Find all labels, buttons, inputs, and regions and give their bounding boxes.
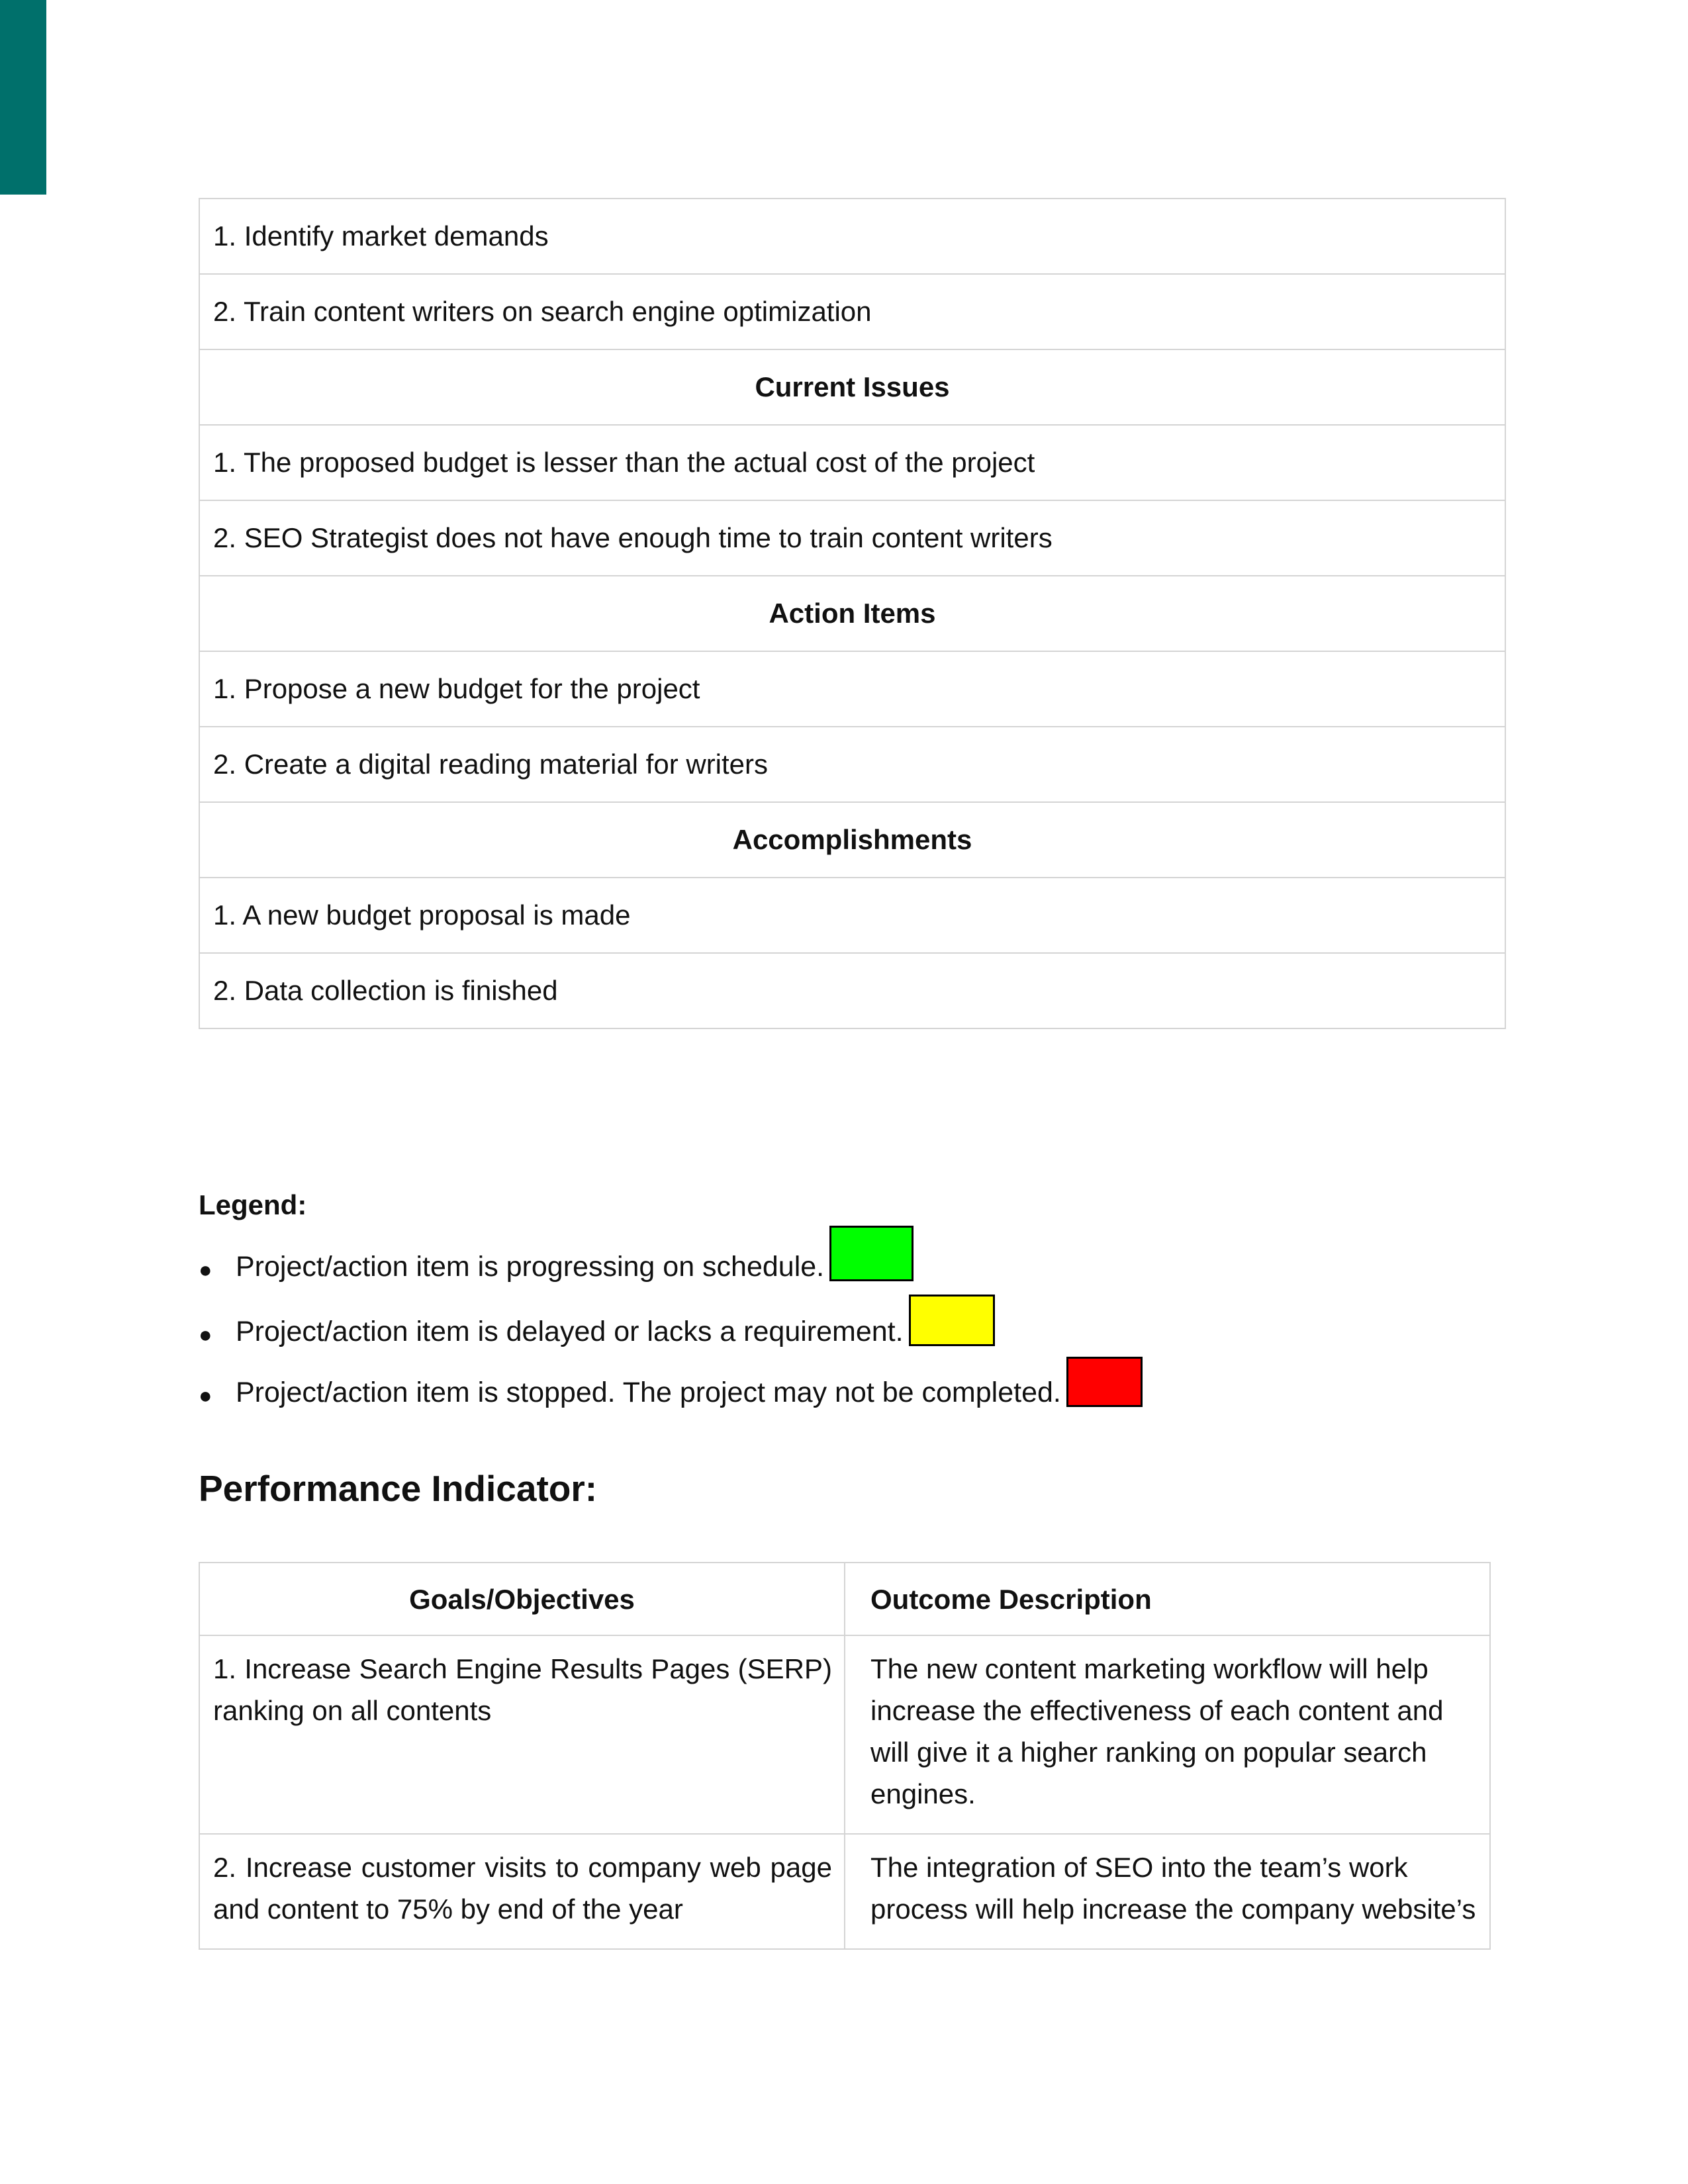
bullet-icon: ●	[199, 1257, 212, 1283]
table-row	[199, 1834, 1490, 1949]
column-header-outcome: Outcome Description	[845, 1563, 1490, 1635]
objective-item: 2. Train content writers on search engine optimization	[199, 274, 1505, 349]
performance-table	[199, 1562, 1491, 1950]
accomplishment-item: 2. Data collection is finished	[199, 953, 1505, 1028]
status-swatch-yellow	[909, 1295, 995, 1346]
section-heading-current-issues: Current Issues	[199, 349, 1505, 425]
outcome-cell: The integration of SEO into the team’s work process will help increase the company website’s	[845, 1834, 1490, 1949]
legend-text: Project/action item is progressing on schedule.	[236, 1251, 825, 1283]
objective-item: 1. Identify market demands	[199, 199, 1505, 274]
action-item: 1. Propose a new budget for the project	[199, 651, 1505, 727]
action-item: 2. Create a digital reading material for writers	[199, 727, 1505, 802]
accomplishment-item: 1. A new budget proposal is made	[199, 878, 1505, 953]
table-row	[199, 651, 1505, 727]
legend-item-on-schedule	[199, 1226, 914, 1281]
goal-cell: 2. Increase customer visits to company web page and content to 75% by end of the year	[199, 1834, 845, 1949]
goal-cell: 1. Increase Search Engine Results Pages (SERP) ranking on all contents	[199, 1635, 845, 1834]
table-row	[199, 727, 1505, 802]
table-header-row	[199, 1563, 1490, 1635]
legend-text: Project/action item is stopped. The project may not be completed.	[236, 1377, 1061, 1408]
table-row	[199, 349, 1505, 425]
page-accent-bar	[0, 0, 46, 195]
performance-indicator-title: Performance Indicator:	[199, 1468, 598, 1509]
section-heading-accomplishments: Accomplishments	[199, 802, 1505, 878]
status-swatch-green	[829, 1226, 914, 1281]
bullet-icon: ●	[199, 1383, 212, 1408]
table-row	[199, 576, 1505, 651]
table-row	[199, 802, 1505, 878]
legend-item-stopped	[199, 1357, 1143, 1407]
status-swatch-red	[1066, 1357, 1143, 1407]
table-row	[199, 425, 1505, 500]
section-heading-action-items: Action Items	[199, 576, 1505, 651]
table-row	[199, 274, 1505, 349]
legend-item-delayed	[199, 1295, 995, 1346]
table-row	[199, 953, 1505, 1028]
status-table	[199, 198, 1506, 1029]
legend-title: Legend:	[199, 1189, 307, 1220]
bullet-icon: ●	[199, 1322, 212, 1347]
table-row	[199, 1635, 1490, 1834]
table-row	[199, 199, 1505, 274]
issue-item: 1. The proposed budget is lesser than the actual cost of the project	[199, 425, 1505, 500]
outcome-cell: The new content marketing workflow will help increase the effectiveness of each content and will give it a higher ranking on popular search engines.	[845, 1635, 1490, 1834]
table-row	[199, 500, 1505, 576]
column-header-goals: Goals/Objectives	[199, 1563, 845, 1635]
table-row	[199, 878, 1505, 953]
legend-text: Project/action item is delayed or lacks a requirement.	[236, 1316, 904, 1347]
issue-item: 2. SEO Strategist does not have enough time to train content writers	[199, 500, 1505, 576]
